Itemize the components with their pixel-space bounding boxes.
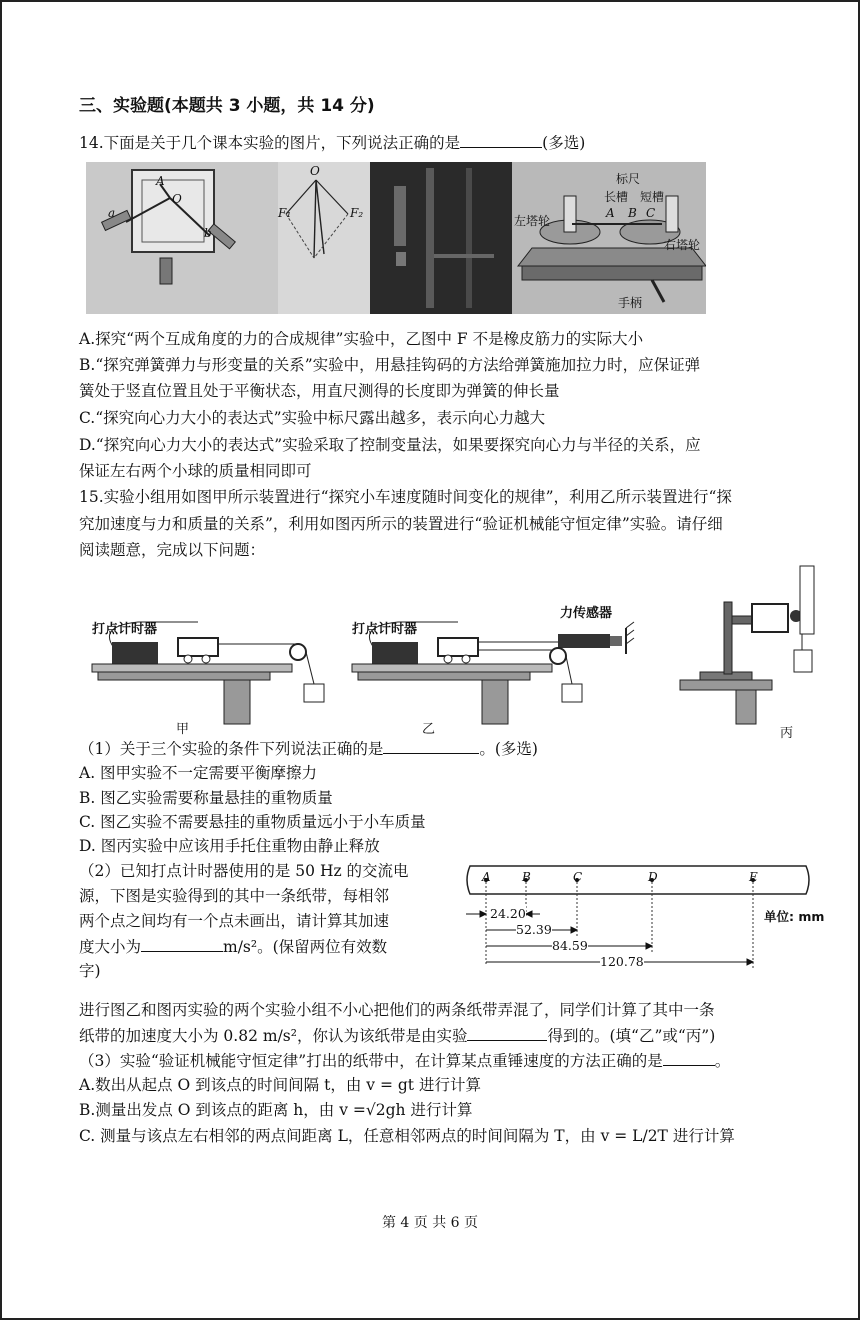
q14-option-b-line1: B.“探究弹簧弹力与形变量的关系”实验中，用悬挂钩码的方法给弹簧施加拉力时，应保证弹 [79,356,701,374]
q15-p3-suffix: 。 [714,1052,731,1070]
label-timer-yi: 打点计时器 [352,622,418,637]
q15-p2-line4 [79,936,387,957]
q15-p2-text: 度大小为 [79,938,142,956]
q15-p2-answer-blank[interactable] [141,936,223,952]
tape-distance-ad: 84.59 [552,938,588,953]
q15-p1-suffix: 。(多选) [479,740,538,758]
q15-p3-option-c: C. 测量与该点左右相邻的两点间距离 L，任意相邻两点的时间间隔为 T，由 v = L/2T 进行计算 [79,1127,735,1145]
q15-p2-line2: 源，下图是实验得到的其中一条纸带，每相邻 [79,887,390,905]
q15-p1-option-c: C. 图乙实验不需要悬挂的重物质量远小于小车质量 [79,813,426,831]
q14-suffix: (多选) [542,134,586,152]
label-force-sensor: 力传感器 [560,606,613,621]
q15-p1-option-b: B. 图乙实验需要称量悬挂的重物质量 [79,789,333,807]
q15-p1-answer-blank[interactable] [383,738,479,754]
label-bing: 丙 [780,726,794,741]
q15-intro-line2: 究加速度与力和质量的关系”，利用如图丙所示的装置进行“验证机械能守恒定律”实验。请仔细 [79,515,723,533]
q14-stem [79,132,585,153]
photo-centripetal-apparatus [512,162,706,314]
q15-p2b-answer-blank[interactable] [467,1025,547,1041]
q14-option-c: C.“探究向心力大小的表达式”实验中标尺露出越多，表示向心力越大 [79,409,546,427]
label-A2: A [606,206,615,220]
label-timer-jia: 打点计时器 [92,622,158,637]
label-left-wheel: 左塔轮 [514,214,551,228]
label-C2: C [646,206,656,220]
label-handle: 手柄 [618,296,643,310]
tape-label-D: D [648,870,658,884]
tape-label-A: A [482,870,491,884]
tape-distance-ab: 24.20 [490,906,526,921]
q15-p3-text: （3）实验“验证机械能守恒定律”打出的纸带中，在计算某点重锤速度的方法正确的是 [79,1052,663,1070]
q15-p2-line3: 两个点之间均有一个点未画出，请计算其加速 [79,912,390,930]
apparatus-yi [352,622,634,724]
page-footer: 第 4 页 共 6 页 [381,1215,479,1231]
q15-p1-option-a: A. 图甲实验不一定需要平衡摩擦力 [79,764,318,782]
label-B2: B [628,206,637,220]
label-scale: 标尺 [616,172,641,186]
q14-option-b-line2: 簧处于竖直位置且处于平衡状态，用直尺测得的长度即为弹簧的伸长量 [79,382,560,400]
label-long-slot: 长槽 [604,190,629,204]
label-short-slot: 短槽 [640,190,665,204]
label-yi: 乙 [422,722,436,737]
q15-p3-stem [79,1050,730,1071]
force-board-drawing [86,162,278,314]
tape-label-B: B [522,870,531,884]
q15-p2b-suffix: 得到的。(填“乙”或“丙”) [547,1027,716,1045]
label-right-wheel: 右塔轮 [664,238,701,252]
q15-p2b-line2 [79,1025,715,1046]
q14-option-a: A.探究“两个互成角度的力的合成规律”实验中，乙图中 F 不是橡皮筋力的实际大小 [79,330,644,348]
q15-p3-option-a: A.数出从起点 O 到该点的时间间隔 t，由 v = gt 进行计算 [79,1076,481,1094]
label-A: A [156,174,165,188]
q15-p3-answer-blank[interactable] [663,1050,715,1066]
apparatus-bing [680,566,814,724]
q15-apparatus-diagram [78,562,818,742]
photo-force-board [86,162,278,314]
q15-p2b-text: 纸带的加速度大小为 0.82 m/s²，你认为该纸带是由实验 [79,1027,468,1045]
q14-stem-text: 14.下面是关于几个课本实验的图片，下列说法正确的是 [79,134,461,152]
label-F1: F₁ [278,206,292,220]
q15-p1-text: （1）关于三个实验的条件下列说法正确的是 [79,740,384,758]
tape-distance-ae: 120.78 [600,954,644,969]
photo-spring-stand [370,162,512,314]
label-F2: F₂ [350,206,364,220]
label-O1: O [172,192,182,206]
label-jia: 甲 [176,722,190,737]
tape-label-C: C [573,870,583,884]
section-heading: 三、实验题(本题共 3 小题，共 14 分) [79,96,375,116]
photo-force-triangle [278,162,370,314]
q15-intro-line3: 阅读题意，完成以下问题： [79,541,266,559]
q14-option-d-line1: D.“探究向心力大小的表达式”实验采取了控制变量法，如果要探究向心力与半径的关系，应 [79,436,701,454]
q14-answer-blank[interactable] [460,132,542,148]
q15-p2-line1: （2）已知打点计时器使用的是 50 Hz 的交流电 [79,862,409,880]
q14-option-d-line2: 保证左右两个小球的质量相同即可 [79,462,312,480]
q15-p1-option-d: D. 图丙实验中应该用手托住重物由静止释放 [79,837,380,855]
tape-unit: 单位: mm [764,909,825,924]
tape-label-E: E [749,870,758,884]
q15-p3-option-b: B.测量出发点 O 到该点的距离 h，由 v =√2gh 进行计算 [79,1101,473,1119]
label-O2: O [310,164,320,178]
q15-intro-line1: 15.实验小组用如图甲所示装置进行“探究小车速度随时间变化的规律”，利用乙所示装置进行“探 [79,488,732,506]
q15-p2b-line1: 进行图乙和图丙实验的两个实验小组不小心把他们的两条纸带弄混了，同学们计算了其中一条 [79,1001,715,1019]
apparatus-jia [92,622,324,724]
q15-p2-unit: m/s²。(保留两位有效数 [223,938,388,956]
spring-stand-drawing [370,162,512,314]
label-a: a [108,206,116,220]
force-triangle-drawing [278,162,370,314]
tape-distance-ac: 52.39 [516,922,552,937]
q15-p2-line5: 字) [79,962,101,980]
label-b: b [204,226,212,240]
q15-p1-stem [79,738,538,759]
